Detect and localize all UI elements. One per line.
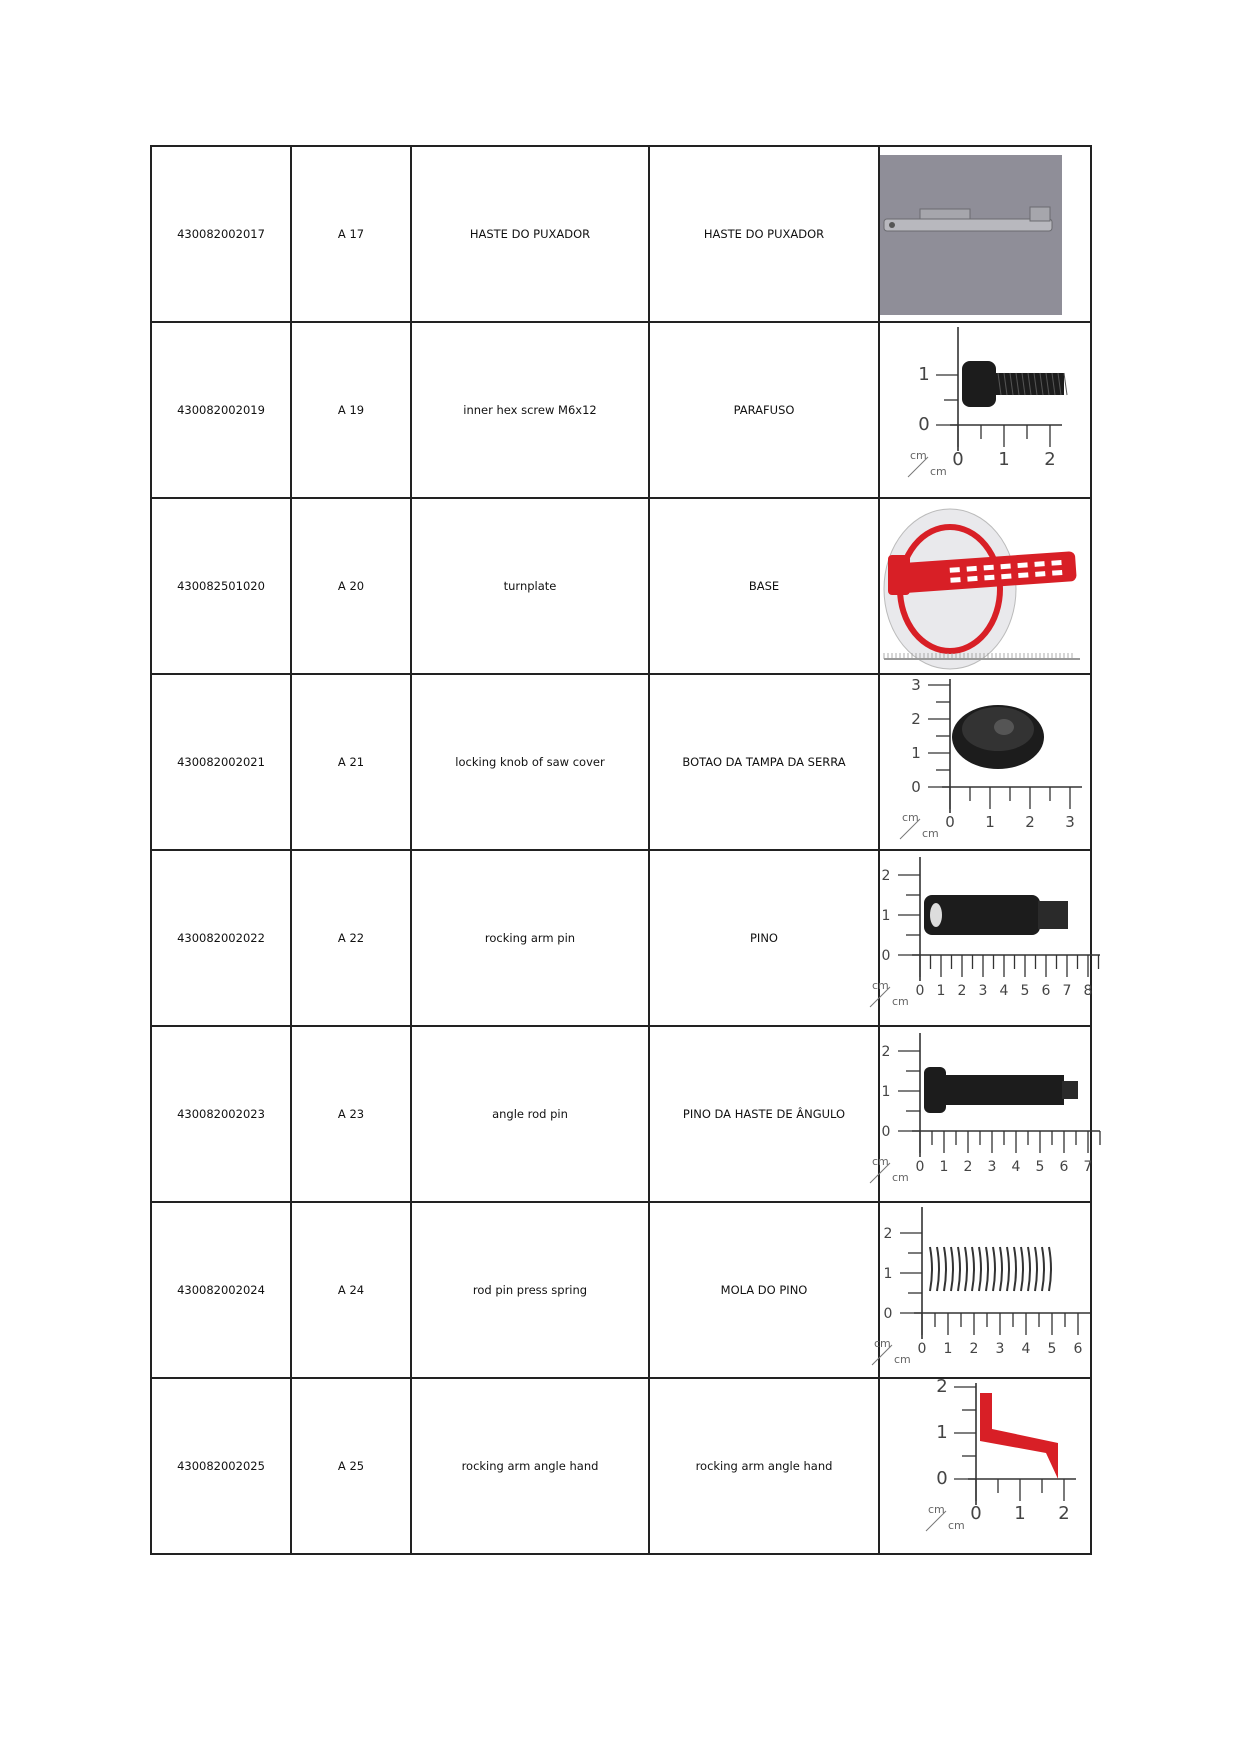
- ruler-x-label: 4: [999, 983, 1009, 999]
- ruler-unit-label: cm: [892, 1171, 909, 1184]
- ruler-x-label: 4: [1011, 1159, 1021, 1175]
- ruler-x-label: 6: [1041, 983, 1051, 999]
- description-pt-cell: PARAFUSO: [649, 322, 879, 498]
- ruler-x-label: 1: [936, 983, 946, 999]
- ruler-unit-label: cm: [922, 827, 939, 840]
- part-photo: [874, 1203, 1090, 1377]
- ruler-unit-label: cm: [930, 465, 947, 478]
- ruler-y-label: 0: [936, 1468, 948, 1489]
- ruler-x-label: 3: [995, 1341, 1005, 1357]
- ruler-x-label: 5: [1047, 1341, 1057, 1357]
- description-en-cell: HASTE DO PUXADOR: [411, 146, 649, 322]
- part-photo: [880, 147, 1090, 321]
- ruler-x-label: 0: [970, 1503, 982, 1524]
- part-photo-cell: [872, 850, 1093, 1026]
- ruler-y-label: 1: [881, 908, 891, 924]
- part-photo-cell: [879, 322, 1091, 498]
- position-cell: A 20: [291, 498, 411, 674]
- ruler-x-label: 5: [1020, 983, 1030, 999]
- ruler-y-label: 3: [911, 676, 921, 694]
- part-photo-cell: [879, 146, 1091, 322]
- part-number-cell: 430082002019: [151, 322, 291, 498]
- ruler-x-label: 8: [1083, 983, 1093, 999]
- part-photo: [880, 323, 1090, 497]
- part-photo: [872, 1027, 1093, 1201]
- part-photo-cell: [879, 498, 1091, 674]
- ruler-x-label: 2: [969, 1341, 979, 1357]
- description-en-cell: rocking arm angle hand: [411, 1378, 649, 1554]
- description-pt-cell: PINO: [649, 850, 879, 1026]
- ruler-y-label: 0: [911, 778, 921, 796]
- part-photo-cell: [879, 674, 1091, 850]
- description-pt-cell: BASE: [649, 498, 879, 674]
- description-en-cell: angle rod pin: [411, 1026, 649, 1202]
- part-photo: [880, 499, 1090, 673]
- ruler-x-label: 4: [1021, 1341, 1031, 1357]
- parts-table: [150, 145, 1092, 1555]
- ruler-x-label: 6: [1059, 1159, 1069, 1175]
- table-row: [151, 1202, 1091, 1378]
- ruler-unit-label: cm: [948, 1519, 965, 1532]
- ruler-x-label: 3: [978, 983, 988, 999]
- part-number-cell: 430082002017: [151, 146, 291, 322]
- ruler-y-label: 2: [883, 1226, 893, 1242]
- ruler-y-label: 2: [881, 868, 891, 884]
- part-photo: [872, 851, 1093, 1025]
- position-cell: A 17: [291, 146, 411, 322]
- ruler-unit-label: cm: [894, 1353, 911, 1366]
- ruler-unit-label: cm: [892, 995, 909, 1008]
- position-cell: A 25: [291, 1378, 411, 1554]
- table-body: [151, 146, 1091, 1554]
- position-cell: A 23: [291, 1026, 411, 1202]
- ruler-x-label: 0: [917, 1341, 927, 1357]
- position-cell: A 22: [291, 850, 411, 1026]
- ruler-unit-label: cm: [910, 449, 927, 462]
- ruler-x-label: 1: [1014, 1503, 1026, 1524]
- ruler-x-label: 1: [998, 449, 1010, 470]
- part-number-cell: 430082501020: [151, 498, 291, 674]
- ruler-y-label: 0: [883, 1306, 893, 1322]
- ruler-y-label: 1: [883, 1266, 893, 1282]
- ruler-x-label: 0: [945, 813, 955, 831]
- ruler-unit-label: cm: [902, 811, 919, 824]
- ruler-unit-label: cm: [874, 1337, 891, 1350]
- part-photo: [880, 1376, 1090, 1553]
- ruler-x-label: 2: [1058, 1503, 1070, 1524]
- position-cell: A 24: [291, 1202, 411, 1378]
- table-row: [151, 146, 1091, 322]
- ruler-x-label: 2: [1025, 813, 1035, 831]
- description-en-cell: rod pin press spring: [411, 1202, 649, 1378]
- ruler-y-label: 1: [881, 1084, 891, 1100]
- ruler-y-label: 2: [936, 1376, 948, 1397]
- part-photo-cell: [872, 1026, 1093, 1202]
- ruler-x-label: 1: [985, 813, 995, 831]
- ruler-y-label: 0: [881, 1124, 891, 1140]
- description-pt-cell: rocking arm angle hand: [649, 1378, 879, 1554]
- part-number-cell: 430082002023: [151, 1026, 291, 1202]
- ruler-y-label: 2: [911, 710, 921, 728]
- ruler-x-label: 2: [957, 983, 967, 999]
- ruler-unit-label: cm: [872, 979, 889, 992]
- part-number-cell: 430082002021: [151, 674, 291, 850]
- part-number-cell: 430082002022: [151, 850, 291, 1026]
- description-en-cell: turnplate: [411, 498, 649, 674]
- ruler-x-label: 0: [915, 983, 925, 999]
- description-en-cell: locking knob of saw cover: [411, 674, 649, 850]
- part-photo-cell: [879, 1378, 1091, 1554]
- ruler-y-label: 2: [881, 1044, 891, 1060]
- description-pt-cell: PINO DA HASTE DE ÂNGULO: [649, 1026, 879, 1202]
- ruler-x-label: 1: [943, 1341, 953, 1357]
- description-en-cell: rocking arm pin: [411, 850, 649, 1026]
- ruler-x-label: 7: [1062, 983, 1072, 999]
- ruler-x-label: 6: [1073, 1341, 1083, 1357]
- ruler-x-label: 5: [1035, 1159, 1045, 1175]
- table-row: [151, 1378, 1091, 1554]
- table-row: [151, 1026, 1091, 1202]
- description-pt-cell: BOTAO DA TAMPA DA SERRA: [649, 674, 879, 850]
- ruler-x-label: 3: [987, 1159, 997, 1175]
- table-row: [151, 498, 1091, 674]
- part-photo: [880, 675, 1090, 849]
- ruler-x-label: 7: [1083, 1159, 1093, 1175]
- ruler-y-label: 1: [936, 1422, 948, 1443]
- description-pt-cell: HASTE DO PUXADOR: [649, 146, 879, 322]
- position-cell: A 21: [291, 674, 411, 850]
- ruler-y-label: 1: [918, 364, 930, 385]
- position-cell: A 19: [291, 322, 411, 498]
- part-number-cell: 430082002025: [151, 1378, 291, 1554]
- table-row: [151, 850, 1091, 1026]
- ruler-y-label: 0: [918, 414, 930, 435]
- ruler-y-label: 0: [881, 948, 891, 964]
- part-number-cell: 430082002024: [151, 1202, 291, 1378]
- part-photo-cell: [874, 1202, 1091, 1378]
- ruler-unit-label: cm: [928, 1503, 945, 1516]
- ruler-x-label: 2: [963, 1159, 973, 1175]
- ruler-unit-label: cm: [872, 1155, 889, 1168]
- table-row: [151, 322, 1091, 498]
- ruler-x-label: 1: [939, 1159, 949, 1175]
- ruler-x-label: 0: [952, 449, 964, 470]
- ruler-x-label: 3: [1065, 813, 1075, 831]
- description-pt-cell: MOLA DO PINO: [649, 1202, 879, 1378]
- table-row: [151, 674, 1091, 850]
- ruler-y-label: 1: [911, 744, 921, 762]
- ruler-x-label: 2: [1044, 449, 1056, 470]
- description-en-cell: inner hex screw M6x12: [411, 322, 649, 498]
- ruler-x-label: 0: [915, 1159, 925, 1175]
